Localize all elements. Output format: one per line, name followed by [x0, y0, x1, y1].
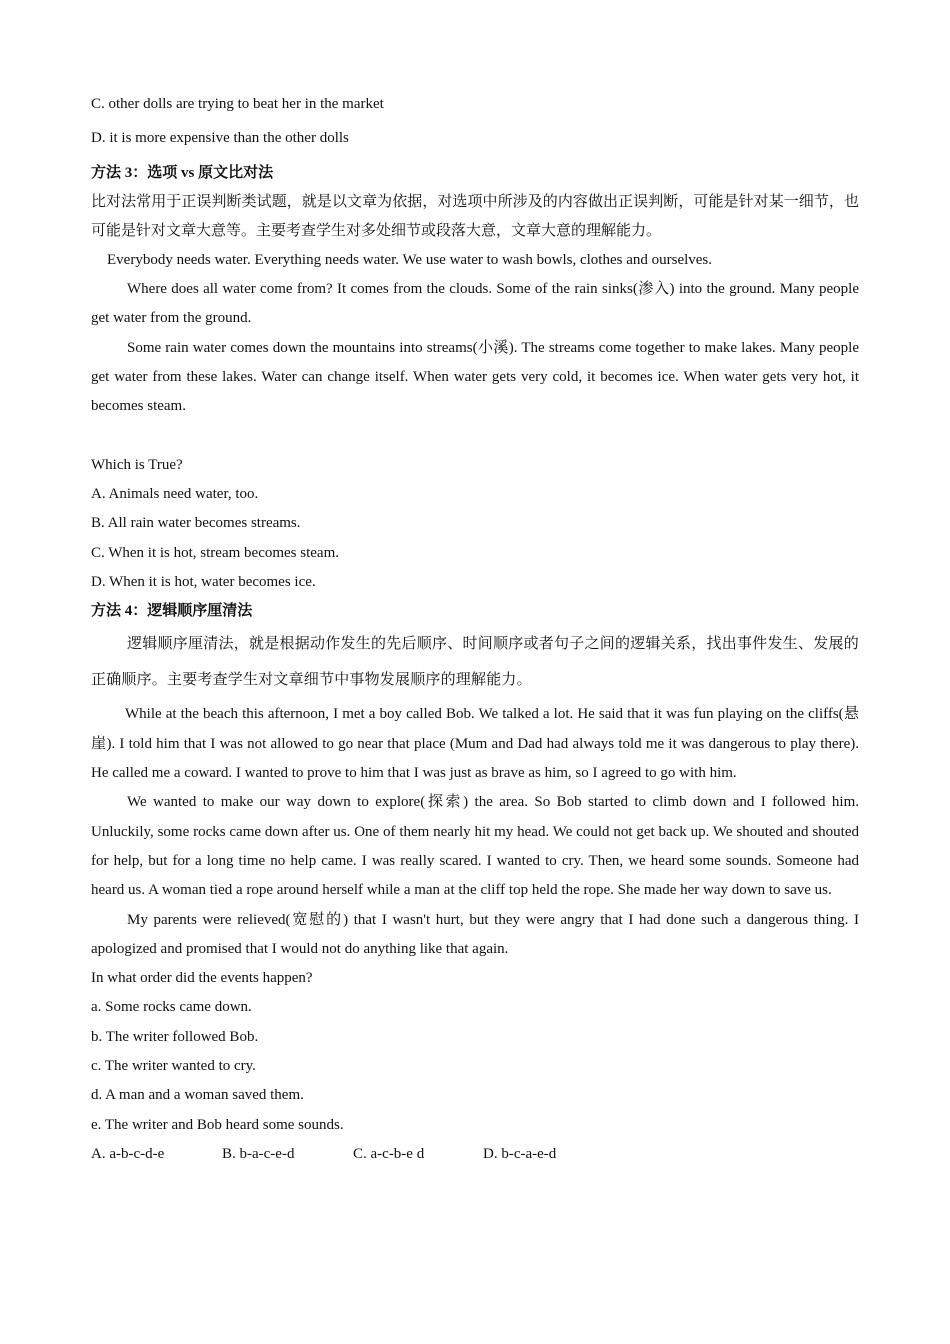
event-a: a. Some rocks came down. [91, 999, 252, 1016]
event-b: b. The writer followed Bob. [91, 1028, 259, 1045]
event-e: e. The writer and Bob heard some sounds. [91, 1116, 344, 1133]
method4-passage-p2: We wanted to make our way down to explore(探索) the area. So Bob started to climb down and I followed him. Unluckily, some rocks came down after us. One of them nearly hit my head. We could not get back up. We shouted and shouted for help, but for a long time no help came. I was really scared. I wanted to cry. Then, we heard some sounds. Someone had heard us. A woman tied a rope around herself while a man at the cliff top held the rope. She made her way down to save us. [91, 794, 859, 899]
answer-option-d: D. b-c-a-e-d [483, 1145, 557, 1162]
method4-intro: 逻辑顺序厘清法，就是根据动作发生的先后顺序、时间顺序或者句子之间的逻辑关系，找出事件发生、发展的正确顺序。主要考查学生对文章细节中事物发展顺序的理解能力。 [91, 636, 859, 689]
method3-intro: 比对法常用于正误判断类试题，就是以文章为依据，对选项中所涉及的内容做出正误判断，可能是针对某一细节，也可能是针对文章大意等。主要考查学生对多处细节或段落大意，文章大意的理解能力。 [91, 193, 859, 239]
answer-option-a: A. a-b-c-d-e [91, 1145, 165, 1162]
method3-option-d: D. When it is hot, water becomes ice. [91, 573, 316, 590]
option-c: C. other dolls are trying to beat her in the market [91, 96, 384, 112]
method3-passage-p2: Where does all water come from? It comes from the clouds. Some of the rain sinks(渗入) into the ground. Many people get water from the ground. [91, 281, 859, 327]
blank-line [91, 422, 859, 451]
method3-option-a: A. Animals need water, too. [91, 485, 259, 502]
event-c: c. The writer wanted to cry. [91, 1058, 256, 1075]
answer-options-row [91, 1140, 859, 1169]
answer-option-b: B. b-a-c-e-d [222, 1145, 295, 1162]
method4-question: In what order did the events happen? [91, 970, 313, 987]
method3-heading: 方法 3：选项 vs 原文比对法 [91, 164, 274, 181]
method4-passage-p1: While at the beach this afternoon, I met a boy called Bob. We talked a lot. He said that it was fun playing on the cliffs(悬崖). I told him that I was not allowed to go near that place (Mum and Dad had always told me it was dangerous to play there). He called me a coward. I wanted to prove to him that I was just as brave as him, so I agreed to go with him. [91, 706, 859, 782]
method4-heading: 方法 4：逻辑顺序厘清法 [91, 603, 253, 620]
method3-passage-p1: Everybody needs water. Everything needs water. We use water to wash bowls, clothes and ourselves. [107, 251, 713, 268]
answer-option-c: C. a-c-b-e d [353, 1145, 425, 1162]
method3-option-c: C. When it is hot, stream becomes steam. [91, 544, 340, 561]
event-d: d. A man and a woman saved them. [91, 1087, 304, 1104]
option-d: D. it is more expensive than the other dolls [91, 130, 349, 147]
document-page [91, 90, 859, 1169]
method4-passage-p3: My parents were relieved(宽慰的) that I wasn't hurt, but they were angry that I had done such a dangerous thing. I apologized and promised that I would not do anything like that again. [91, 911, 859, 957]
method3-passage-p3: Some rain water comes down the mountains into streams(小溪). The streams come together to make lakes. Many people get water from these lakes. Water can change itself. When water gets very cold, it becomes ice. When water gets very hot, it becomes steam. [91, 339, 859, 415]
method3-question: Which is True? [91, 456, 183, 473]
method3-option-b: B. All rain water becomes streams. [91, 515, 301, 532]
